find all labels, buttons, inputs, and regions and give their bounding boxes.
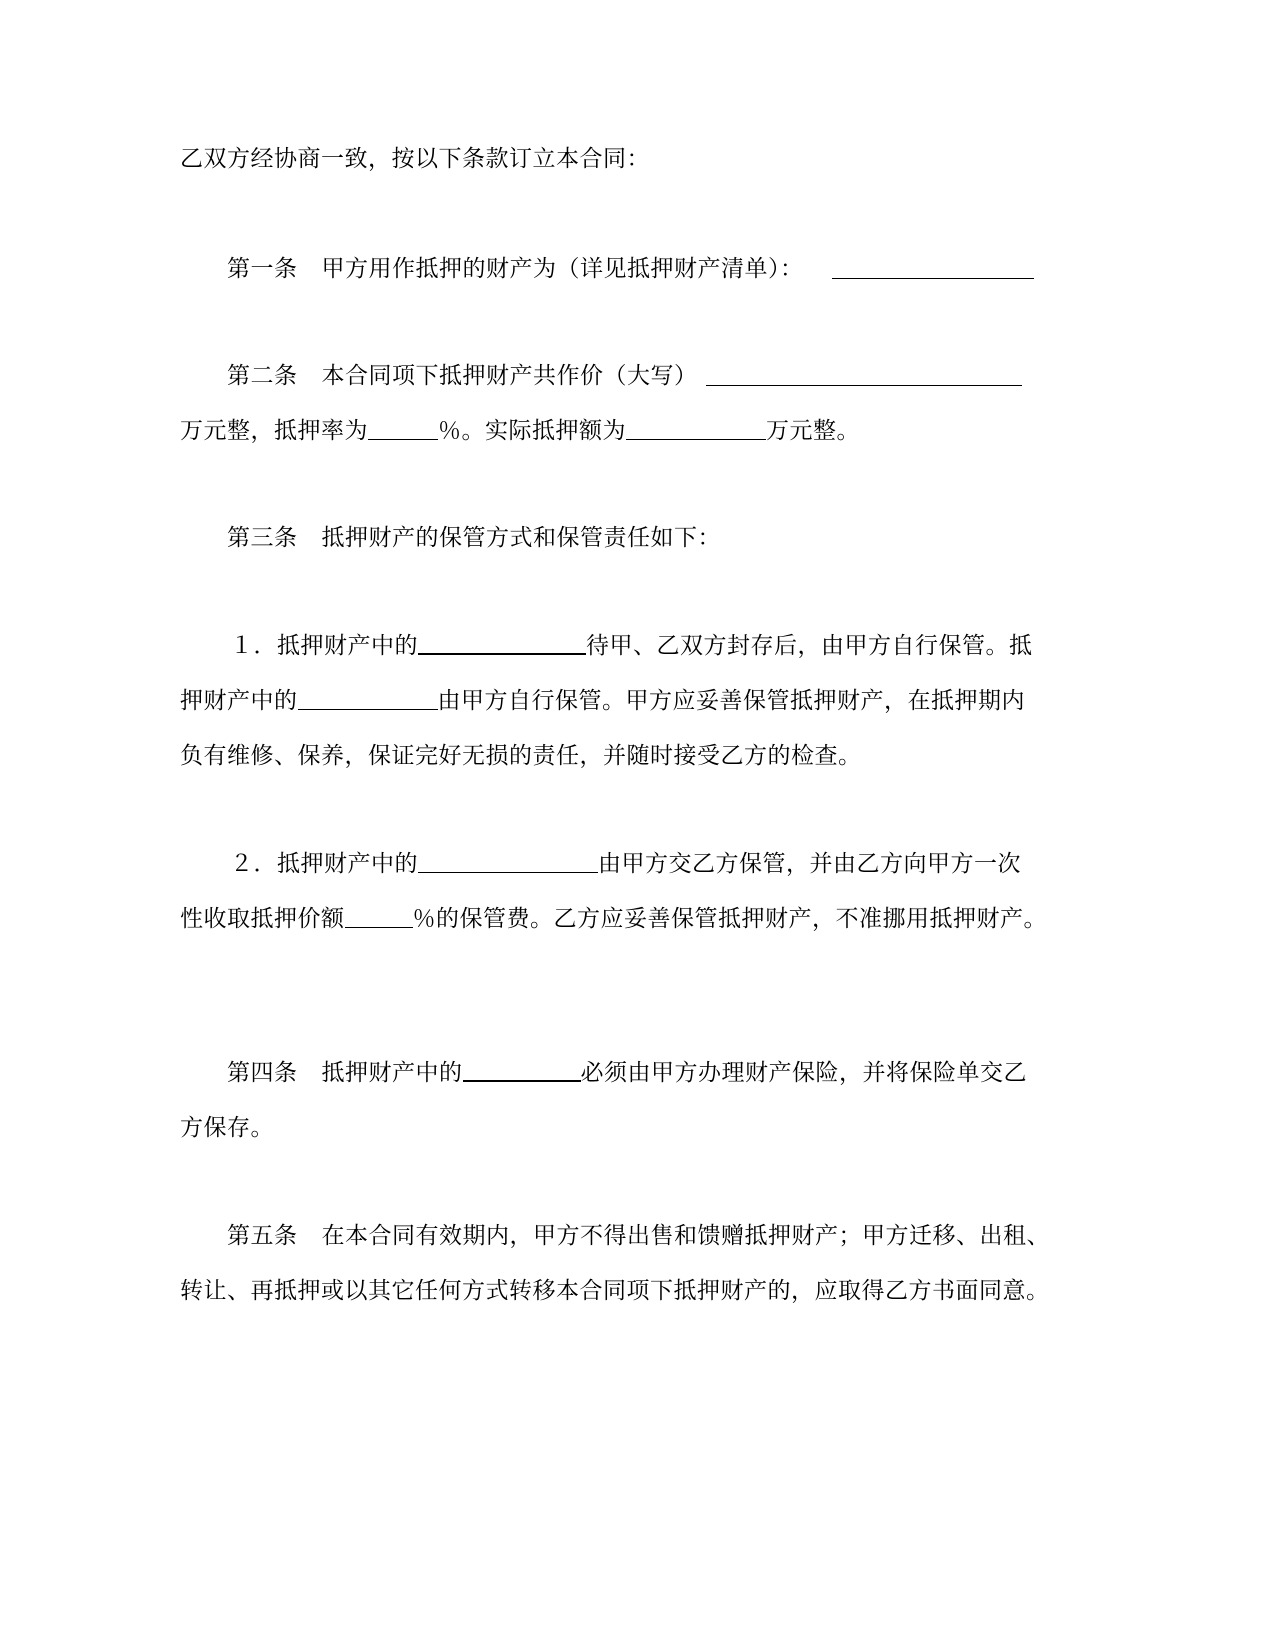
article-5-line xyxy=(227,1221,1050,1251)
item-1-sealed-blank[interactable] xyxy=(418,631,586,655)
article-3-item-2-line xyxy=(230,849,1021,879)
article-5-text: 在本合同有效期内，甲方不得出售和馈赠抵押财产；甲方迁移、出租、 xyxy=(321,1223,1050,1249)
intro-line xyxy=(180,144,650,174)
article-4-insurance-blank[interactable] xyxy=(463,1058,581,1082)
item-1-text-c: 押财产中的 xyxy=(180,688,298,714)
article-3-item-1-line-2 xyxy=(180,686,1025,716)
item-2-text-c: 性收取抵押价额 xyxy=(180,906,345,932)
item-1-number: １． xyxy=(230,633,277,659)
article-5-label: 第五条 xyxy=(227,1223,298,1249)
article-1-blank[interactable] xyxy=(832,256,1034,279)
article-3-line xyxy=(227,523,721,553)
article-2-line-2 xyxy=(180,416,860,446)
article-1-label: 第一条 xyxy=(227,256,298,282)
item-1-text-d: 由甲方自行保管。甲方应妥善保管抵押财产，在抵押期内 xyxy=(437,688,1025,714)
article-4-text-b: 必须由甲方办理财产保险，并将保险单交乙 xyxy=(580,1060,1027,1086)
article-2-line xyxy=(227,361,698,391)
article-4-line xyxy=(227,1058,1027,1088)
item-1-text-a: 抵押财产中的 xyxy=(277,633,418,659)
article-3-item-1-line-3 xyxy=(180,741,862,771)
article-3-item-2-line-2 xyxy=(180,904,1047,934)
article-2-value-blank[interactable] xyxy=(706,363,1022,386)
article-4-text-c: 方保存。 xyxy=(180,1115,274,1141)
article-4-line-2 xyxy=(180,1113,274,1143)
item-2-text-a: 抵押财产中的 xyxy=(277,851,418,877)
article-1-text: 甲方用作抵押的财产为（详见抵押财产清单）： xyxy=(321,256,804,282)
article-5-line-2 xyxy=(180,1276,1050,1306)
article-1-line xyxy=(227,254,804,284)
intro-text: 乙双方经协商一致，按以下条款订立本合同： xyxy=(180,146,650,172)
item-2-text-d: ％的保管费。乙方应妥善保管抵押财产，不准挪用抵押财产。 xyxy=(412,906,1047,932)
article-3-text: 抵押财产的保管方式和保管责任如下： xyxy=(321,525,721,551)
article-2-text-b: ％。实际抵押额为 xyxy=(438,418,626,444)
item-2-custody-blank[interactable] xyxy=(418,850,598,873)
item-1-self-blank[interactable] xyxy=(298,687,438,710)
article-2-text-a: 万元整，抵押率为 xyxy=(180,418,368,444)
item-1-text-b: 待甲、乙双方封存后，由甲方自行保管。抵 xyxy=(586,633,1033,659)
item-2-fee-blank[interactable] xyxy=(345,905,413,928)
article-4-label: 第四条 xyxy=(227,1060,298,1086)
item-2-number: ２． xyxy=(230,851,277,877)
item-2-text-b: 由甲方交乙方保管，并由乙方向甲方一次 xyxy=(598,851,1021,877)
article-4-text-a: 抵押财产中的 xyxy=(321,1060,463,1086)
article-2-rate-blank[interactable] xyxy=(368,417,438,440)
article-2-text-c: 万元整。 xyxy=(766,418,860,444)
item-1-text-e: 负有维修、保养，保证完好无损的责任，并随时接受乙方的检查。 xyxy=(180,743,862,769)
article-2-text: 本合同项下抵押财产共作价（大写） xyxy=(321,363,698,389)
article-3-item-1-line xyxy=(230,631,1033,661)
article-2-amount-blank[interactable] xyxy=(626,417,766,440)
article-3-label: 第三条 xyxy=(227,525,298,551)
article-5-text-b: 转让、再抵押或以其它任何方式转移本合同项下抵押财产的，应取得乙方书面同意。 xyxy=(180,1278,1050,1304)
article-2-label: 第二条 xyxy=(227,363,298,389)
